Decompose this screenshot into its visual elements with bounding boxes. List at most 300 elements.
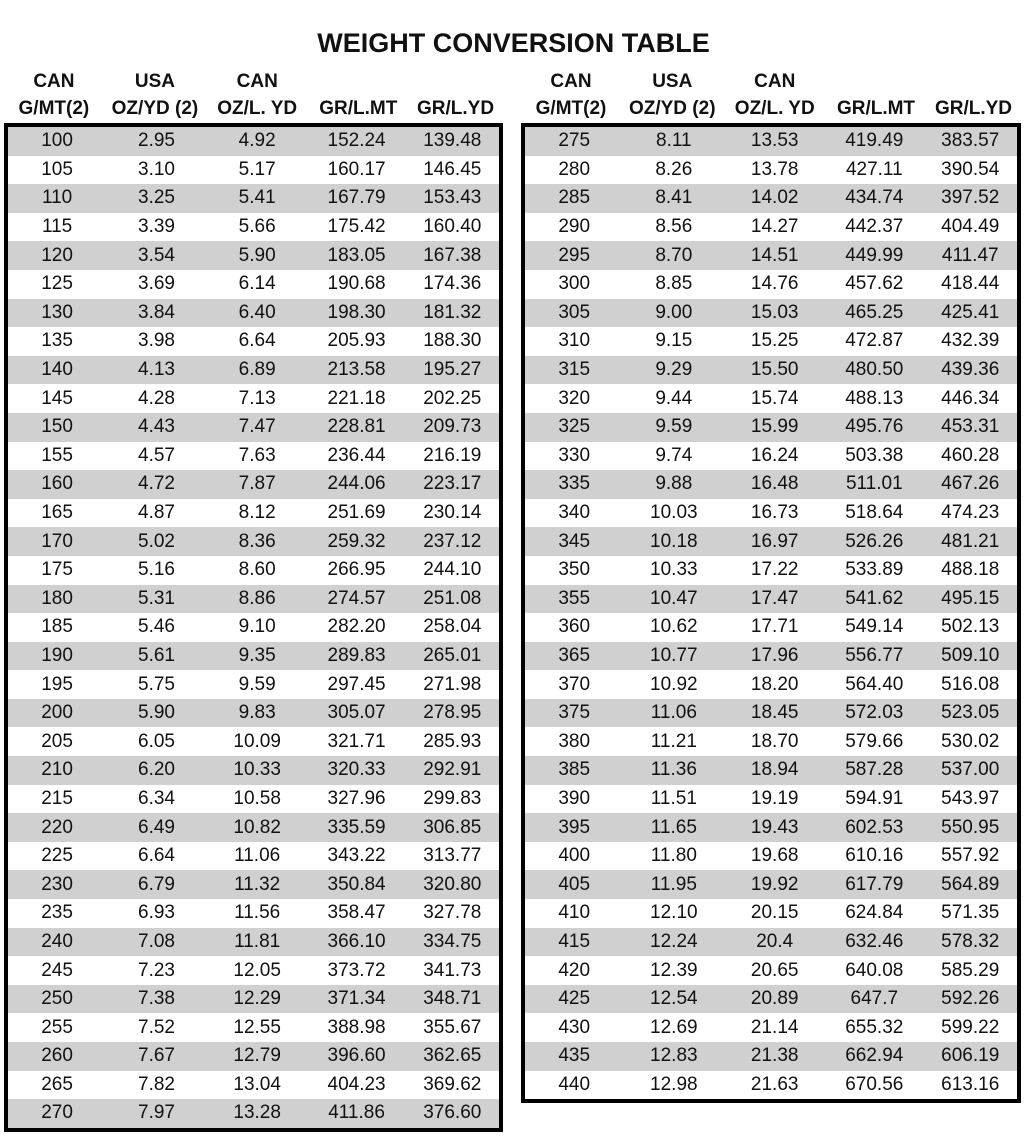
table-cell: 260 [41, 1045, 73, 1067]
table-cell: 5.02 [138, 530, 175, 552]
table-row [8, 1042, 499, 1071]
table-cell: 10.03 [650, 502, 698, 524]
table-cell: 410 [558, 902, 591, 924]
table-cell: 509.10 [941, 644, 1000, 666]
table-cell: 19.43 [750, 816, 799, 838]
table-cell: 467.26 [941, 473, 1000, 495]
table-cell: 6.79 [138, 873, 175, 895]
table-cell: 7.97 [138, 1102, 175, 1124]
column-header-line2: OZ/L. YD [217, 98, 298, 119]
table-cell: 10.09 [233, 730, 281, 752]
column-header-usa-oz-yd [621, 68, 724, 122]
table-cell: 640.08 [845, 959, 904, 981]
table-cell: 564.89 [941, 873, 1000, 895]
table-cell: 170 [41, 530, 73, 552]
table-cell: 125 [41, 273, 73, 295]
table-cell: 7.82 [138, 1073, 175, 1095]
table-row [8, 699, 499, 728]
table-cell: 20.89 [750, 988, 799, 1010]
table-cell: 215 [41, 787, 73, 809]
table-row [525, 241, 1017, 270]
table-cell: 160.40 [423, 216, 482, 238]
table-cell: 230.14 [423, 502, 482, 524]
table-cell: 355.67 [423, 1016, 482, 1038]
table-row [8, 585, 499, 614]
table-cell: 8.70 [655, 244, 693, 266]
table-cell: 205.93 [327, 330, 386, 352]
table-cell: 21.38 [750, 1045, 799, 1067]
table-cell: 6.64 [138, 845, 175, 867]
table-row [525, 356, 1017, 385]
table-cell: 405 [558, 873, 591, 895]
table-cell: 11.06 [650, 702, 697, 724]
table-cell: 383.57 [941, 130, 1000, 152]
table-cell: 300 [558, 273, 591, 295]
table-cell: 18.94 [750, 759, 799, 781]
table-cell: 305.07 [327, 702, 386, 724]
column-header-line2: GR/L.YD [934, 98, 1013, 119]
table-cell: 8.56 [655, 216, 693, 238]
table-cell: 330 [558, 444, 591, 466]
table-cell: 220 [41, 816, 73, 838]
table-cell: 9.15 [655, 330, 693, 352]
table-row [525, 1042, 1017, 1071]
table-cell: 340 [558, 502, 591, 524]
table-cell: 530.02 [941, 730, 1000, 752]
table-row [525, 756, 1017, 785]
table-cell: 541.62 [845, 587, 904, 609]
table-cell: 550.95 [941, 816, 1000, 838]
table-cell: 202.25 [423, 387, 482, 409]
table-cell: 7.67 [138, 1045, 175, 1067]
table-cell: 295 [558, 244, 591, 266]
table-cell: 10.92 [650, 673, 698, 695]
table-cell: 6.34 [138, 787, 175, 809]
table-cell: 587.28 [845, 759, 904, 781]
table-row [8, 985, 499, 1014]
table-cell: 375 [558, 702, 591, 724]
left-table-header [4, 68, 503, 122]
table-cell: 280 [558, 158, 591, 180]
table-cell: 270 [41, 1102, 73, 1124]
table-cell: 439.36 [941, 359, 1000, 381]
table-cell: 21.14 [750, 1016, 799, 1038]
table-cell: 14.02 [750, 187, 799, 209]
table-cell: 5.16 [138, 559, 175, 581]
page-title: WEIGHT CONVERSION TABLE [317, 28, 710, 58]
table-row [8, 1071, 499, 1100]
table-cell: 8.26 [655, 158, 693, 180]
table-cell: 188.30 [423, 330, 482, 352]
table-row [525, 1013, 1017, 1042]
table-cell: 13.04 [233, 1073, 281, 1095]
table-cell: 17.22 [750, 559, 799, 581]
table-cell: 16.97 [750, 530, 799, 552]
table-cell: 371.34 [327, 988, 386, 1010]
table-cell: 15.03 [750, 301, 799, 323]
table-row [525, 299, 1017, 328]
column-header-can-g-mt [521, 68, 621, 122]
table-cell: 10.77 [650, 644, 698, 666]
table-cell: 335 [558, 473, 591, 495]
column-header-line2: OZ/L. YD [734, 98, 815, 119]
table-cell: 251.08 [423, 587, 482, 609]
table-cell: 320.80 [423, 873, 482, 895]
table-cell: 9.83 [238, 702, 276, 724]
table-cell: 348.71 [423, 988, 482, 1010]
table-cell: 150 [41, 416, 73, 438]
table-cell: 5.61 [138, 644, 175, 666]
table-cell: 183.05 [327, 244, 386, 266]
table-cell: 385 [558, 759, 591, 781]
table-cell: 153.43 [423, 187, 482, 209]
table-cell: 647.7 [850, 988, 899, 1010]
table-row [8, 299, 499, 328]
table-cell: 290 [558, 216, 591, 238]
table-row [525, 384, 1017, 413]
column-header-line2: OZ/YD (2) [111, 98, 199, 119]
table-cell: 9.10 [238, 616, 276, 638]
table-cell: 472.87 [845, 330, 904, 352]
table-cell: 245 [41, 959, 73, 981]
table-cell: 327.96 [327, 787, 386, 809]
column-header-line2: G/MT(2) [535, 98, 607, 119]
table-cell: 7.13 [238, 387, 276, 409]
table-row [525, 527, 1017, 556]
table-cell: 533.89 [845, 559, 904, 581]
table-cell: 152.24 [327, 130, 386, 152]
table-cell: 244.06 [327, 473, 386, 495]
table-row [525, 556, 1017, 585]
table-cell: 594.91 [845, 787, 904, 809]
table-cell: 3.25 [138, 187, 175, 209]
table-cell: 390 [558, 787, 591, 809]
table-cell: 8.12 [238, 502, 276, 524]
table-cell: 175 [41, 559, 73, 581]
table-cell: 275 [558, 130, 591, 152]
table-cell: 10.82 [233, 816, 281, 838]
table-cell: 274.57 [327, 587, 386, 609]
column-header-line2: GR/L.MT [836, 98, 916, 119]
table-cell: 11.06 [234, 845, 281, 867]
table-cell: 557.92 [941, 845, 1000, 867]
right-table-header [521, 68, 1021, 122]
table-row [8, 842, 499, 871]
table-cell: 430 [558, 1016, 591, 1038]
table-cell: 3.39 [138, 216, 175, 238]
table-cell: 495.15 [941, 587, 1000, 609]
table-row [8, 670, 499, 699]
column-header-gr-l-mt [826, 68, 926, 122]
table-row [8, 356, 499, 385]
table-cell: 8.60 [238, 559, 276, 581]
table-cell: 237.12 [423, 530, 482, 552]
table-cell: 213.58 [327, 359, 386, 381]
table-cell: 480.50 [845, 359, 904, 381]
table-cell: 662.94 [845, 1045, 904, 1067]
table-row [8, 241, 499, 270]
table-cell: 6.89 [238, 359, 276, 381]
table-cell: 140 [41, 359, 73, 381]
table-cell: 10.62 [650, 616, 698, 638]
table-cell: 16.73 [750, 502, 799, 524]
column-header-line2: OZ/YD (2) [628, 98, 716, 119]
right-table-body [521, 123, 1021, 1103]
table-cell: 419.49 [845, 130, 904, 152]
table-cell: 320 [558, 387, 591, 409]
table-cell: 4.57 [138, 444, 175, 466]
table-cell: 373.72 [327, 959, 386, 981]
table-cell: 13.78 [750, 158, 799, 180]
table-row [525, 670, 1017, 699]
table-cell: 12.54 [650, 988, 698, 1010]
table-cell: 11.32 [234, 873, 281, 895]
table-cell: 9.44 [655, 387, 693, 409]
table-cell: 5.66 [238, 216, 276, 238]
table-cell: 362.65 [423, 1045, 482, 1067]
table-cell: 20.4 [756, 930, 794, 952]
table-row [525, 985, 1017, 1014]
table-cell: 366.10 [327, 930, 386, 952]
table-cell: 599.22 [941, 1016, 1000, 1038]
column-header-line2: G/MT(2) [18, 98, 90, 119]
column-header-usa-oz-yd [104, 68, 206, 122]
column-header-line1: CAN [236, 71, 278, 92]
table-cell: 425.41 [941, 301, 1000, 323]
table-cell: 200 [41, 702, 73, 724]
table-cell: 564.40 [845, 673, 904, 695]
table-cell: 606.19 [941, 1045, 1000, 1067]
table-cell: 404.49 [941, 216, 1000, 238]
table-cell: 511.01 [845, 473, 903, 495]
table-cell: 250 [41, 988, 73, 1010]
table-cell: 4.87 [138, 502, 175, 524]
table-cell: 369.62 [423, 1073, 482, 1095]
table-cell: 415 [558, 930, 591, 952]
table-cell: 167.38 [423, 244, 482, 266]
table-row [8, 1099, 499, 1128]
table-row [525, 899, 1017, 928]
table-cell: 516.08 [941, 673, 1000, 695]
table-cell: 632.46 [845, 930, 904, 952]
table-cell: 285.93 [423, 730, 482, 752]
table-cell: 5.75 [138, 673, 175, 695]
table-cell: 502.13 [941, 616, 1000, 638]
table-cell: 390.54 [941, 158, 1000, 180]
table-cell: 420 [558, 959, 591, 981]
table-cell: 12.55 [233, 1016, 281, 1038]
table-cell: 244.10 [423, 559, 482, 581]
table-row [8, 213, 499, 242]
table-cell: 8.41 [655, 187, 693, 209]
table-cell: 11.21 [650, 730, 697, 752]
table-cell: 325 [558, 416, 591, 438]
table-cell: 411.86 [328, 1102, 385, 1124]
table-cell: 11.80 [650, 845, 697, 867]
table-row [525, 213, 1017, 242]
table-cell: 9.59 [238, 673, 276, 695]
table-row [8, 270, 499, 299]
table-cell: 5.31 [138, 587, 175, 609]
table-cell: 17.71 [750, 616, 799, 638]
table-cell: 282.20 [327, 616, 386, 638]
table-cell: 10.47 [650, 587, 698, 609]
table-row [525, 870, 1017, 899]
table-row [8, 613, 499, 642]
table-row [8, 756, 499, 785]
table-cell: 8.85 [655, 273, 693, 295]
table-cell: 13.53 [750, 130, 799, 152]
table-cell: 321.71 [327, 730, 386, 752]
table-row [8, 470, 499, 499]
table-row [8, 727, 499, 756]
table-cell: 17.96 [750, 644, 799, 666]
table-cell: 271.98 [423, 673, 482, 695]
table-cell: 380 [558, 730, 591, 752]
table-cell: 11.65 [650, 816, 697, 838]
table-cell: 195 [41, 673, 73, 695]
table-cell: 305 [558, 301, 591, 323]
table-cell: 360 [558, 616, 591, 638]
table-cell: 167.79 [327, 187, 386, 209]
table-cell: 585.29 [941, 959, 1000, 981]
table-cell: 289.83 [327, 644, 386, 666]
table-row [525, 585, 1017, 614]
table-cell: 12.24 [650, 930, 698, 952]
table-row [525, 470, 1017, 499]
table-cell: 7.47 [238, 416, 276, 438]
table-cell: 230 [41, 873, 73, 895]
table-cell: 434.74 [845, 187, 904, 209]
table-cell: 11.51 [650, 787, 697, 809]
table-row [525, 928, 1017, 957]
table-cell: 578.32 [941, 930, 1000, 952]
table-cell: 7.63 [238, 444, 276, 466]
table-cell: 449.99 [845, 244, 904, 266]
table-cell: 21.63 [750, 1073, 799, 1095]
table-row [8, 384, 499, 413]
table-cell: 11.95 [650, 873, 697, 895]
table-cell: 8.11 [656, 130, 692, 152]
table-cell: 15.25 [750, 330, 799, 352]
table-cell: 4.92 [238, 130, 276, 152]
table-row [8, 327, 499, 356]
table-cell: 460.28 [941, 444, 1000, 466]
table-cell: 105 [41, 158, 73, 180]
table-cell: 613.16 [941, 1073, 1000, 1095]
table-cell: 4.43 [138, 416, 175, 438]
table-cell: 255 [41, 1016, 73, 1038]
table-cell: 15.99 [750, 416, 799, 438]
table-row [8, 499, 499, 528]
table-cell: 12.29 [233, 988, 281, 1010]
table-cell: 495.76 [845, 416, 904, 438]
table-cell: 8.36 [238, 530, 276, 552]
table-cell: 3.98 [138, 330, 175, 352]
table-cell: 9.88 [655, 473, 693, 495]
table-cell: 12.39 [650, 959, 698, 981]
table-cell: 365 [558, 644, 591, 666]
table-row [525, 613, 1017, 642]
table-cell: 11.81 [234, 930, 281, 952]
table-cell: 442.37 [845, 216, 904, 238]
table-cell: 655.32 [845, 1016, 904, 1038]
table-cell: 610.16 [845, 845, 904, 867]
table-cell: 425 [558, 988, 591, 1010]
table-cell: 299.83 [423, 787, 482, 809]
table-cell: 11.36 [650, 759, 697, 781]
table-cell: 4.72 [138, 473, 175, 495]
table-cell: 223.17 [423, 473, 482, 495]
table-cell: 370 [558, 673, 591, 695]
table-cell: 236.44 [327, 444, 386, 466]
table-cell: 518.64 [845, 502, 904, 524]
table-row [8, 556, 499, 585]
table-cell: 602.53 [845, 816, 904, 838]
column-header-gr-l-yd [926, 68, 1021, 122]
table-cell: 12.79 [233, 1045, 281, 1067]
table-cell: 435 [558, 1045, 591, 1067]
table-cell: 376.60 [423, 1102, 482, 1124]
table-row [8, 642, 499, 671]
table-row [8, 813, 499, 842]
table-cell: 474.23 [941, 502, 1000, 524]
table-cell: 18.45 [750, 702, 799, 724]
table-cell: 165 [41, 502, 73, 524]
table-cell: 5.17 [238, 158, 276, 180]
table-cell: 404.23 [327, 1073, 386, 1095]
table-cell: 350 [558, 559, 591, 581]
table-cell: 592.26 [941, 988, 1000, 1010]
table-cell: 251.69 [327, 502, 386, 524]
table-cell: 259.32 [327, 530, 386, 552]
table-row [525, 270, 1017, 299]
table-cell: 411.47 [941, 244, 999, 266]
table-cell: 12.10 [650, 902, 698, 924]
table-row [525, 184, 1017, 213]
table-row [8, 928, 499, 957]
table-cell: 240 [41, 930, 73, 952]
table-cell: 624.84 [845, 902, 904, 924]
table-cell: 160 [41, 473, 73, 495]
table-cell: 488.18 [941, 559, 1000, 581]
table-cell: 228.81 [327, 416, 386, 438]
left-table-body [4, 123, 503, 1132]
table-cell: 10.58 [233, 787, 281, 809]
table-cell: 579.66 [845, 730, 904, 752]
table-cell: 190.68 [327, 273, 386, 295]
table-row [525, 642, 1017, 671]
table-cell: 175.42 [327, 216, 386, 238]
table-cell: 16.48 [750, 473, 799, 495]
table-cell: 350.84 [327, 873, 386, 895]
table-cell: 345 [558, 530, 591, 552]
table-row [525, 127, 1017, 156]
table-cell: 465.25 [845, 301, 904, 323]
table-cell: 160.17 [327, 158, 386, 180]
table-cell: 115 [41, 216, 73, 238]
table-cell: 18.20 [750, 673, 799, 695]
table-cell: 3.54 [138, 244, 175, 266]
table-cell: 110 [41, 187, 73, 209]
table-cell: 395 [558, 816, 591, 838]
table-cell: 388.98 [327, 1016, 386, 1038]
table-cell: 6.64 [238, 330, 276, 352]
table-cell: 139.48 [423, 130, 482, 152]
column-header-line1: USA [652, 71, 693, 92]
table-cell: 11.56 [234, 902, 281, 924]
table-cell: 14.51 [750, 244, 799, 266]
